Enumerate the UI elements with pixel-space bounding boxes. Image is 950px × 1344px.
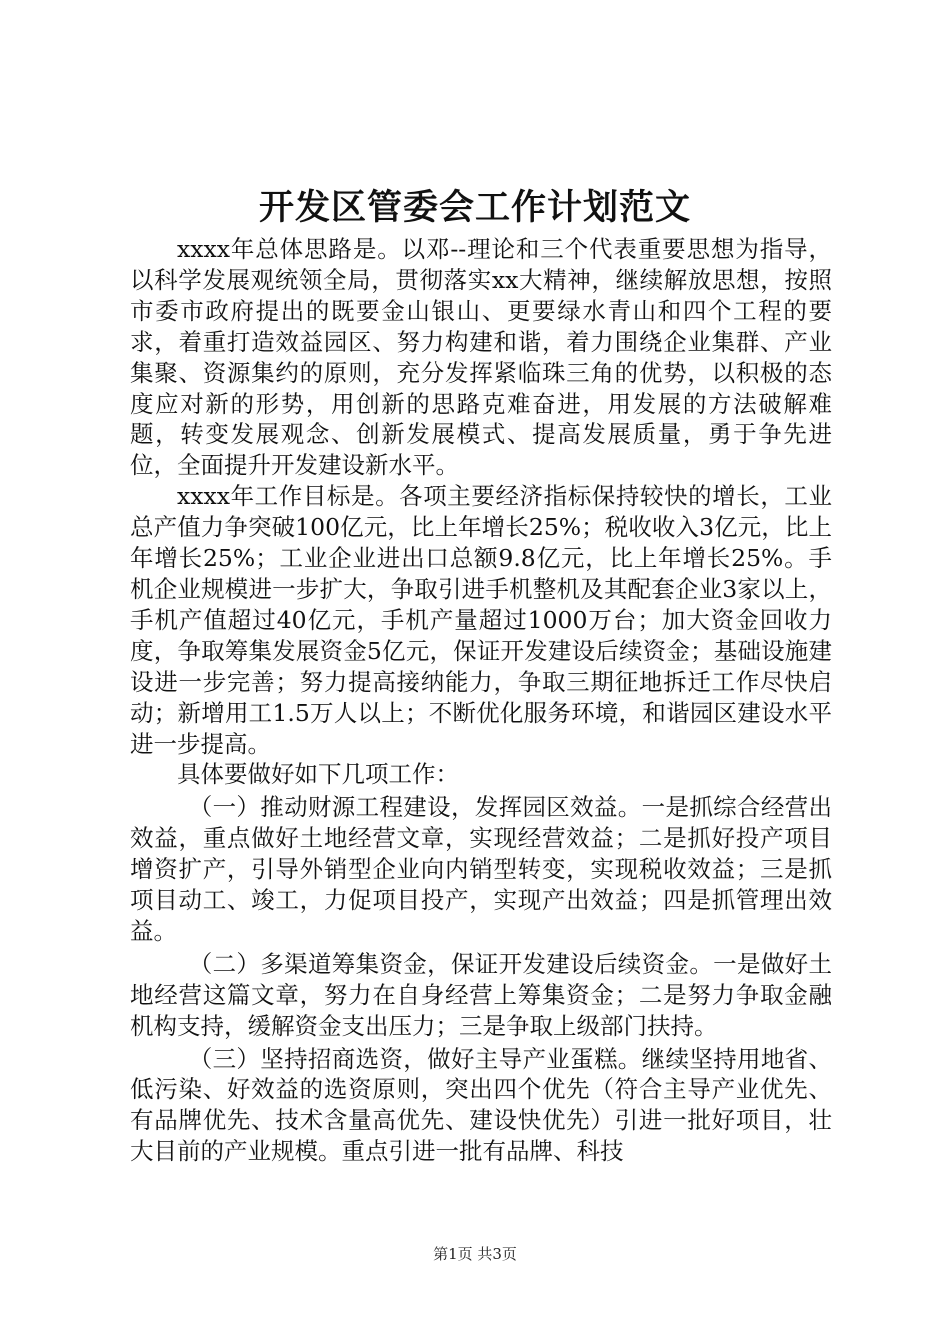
paragraph-work-goals: xxxx年工作目标是。各项主要经济指标保持较快的增长，工业总产值力争突破100亿元，比上年增长25%；税收收入3亿元，比上年增长25%；工业企业进出口总额9.8亿元，比上年增长25%。手机企业规模进一步扩大，争取引进手机整机及其配套企业3家以上，手机产值超过40亿元，手机产量超过1000万台；加大资金回收力度，争取筹集发展资金5亿元，保证开发建设后续资金；基础设施建设进一步完善；努力提高接纳能力，争取三期征地拆迁工作尽快启动；新增用工1.5万人以上；不断优化服务环境，和谐园区建设水平进一步提高。: [130, 482, 832, 758]
paragraph-item-1: （一）推动财源工程建设，发挥园区效益。一是抓综合经营出效益，重点做好土地经营文章，实现经营效益；二是抓好投产项目增资扩产，引导外销型企业向内销型转变，实现税收效益；三是抓项目动工、竣工，力促项目投产，实现产出效益；四是抓管理出效益。: [130, 793, 832, 945]
document-title: 开发区管委会工作计划范文: [258, 187, 691, 228]
document-body: [130, 234, 832, 1167]
paragraph-tasks-intro: 具体要做好如下几项工作：: [177, 760, 459, 789]
paragraph-overall-approach: xxxx年总体思路是。以邓--理论和三个代表重要思想为指导，以科学发展观统领全局，贯彻落实xx大精神，继续解放思想，按照市委市政府提出的既要金山银山、更要绿水青山和四个工程的要求，着重打造效益园区、努力构建和谐，着力围绕企业集群、产业集聚、资源集约的原则，充分发挥紧临珠三角的优势，以积极的态度应对新的形势，用创新的思路克难奋进，用发展的方法破解难题，转变发展观念、创新发展模式、提高发展质量，勇于争先进位，全面提升开发建设新水平。: [130, 235, 832, 480]
page-number-footer: 第1页 共3页: [433, 1245, 517, 1263]
paragraph-item-2: （二）多渠道筹集资金，保证开发建设后续资金。一是做好土地经营这篇文章，努力在自身经营上筹集资金；二是努力争取金融机构支持，缓解资金支出压力；三是争取上级部门扶持。: [130, 949, 832, 1040]
paragraph-item-3: （三）坚持招商选资，做好主导产业蛋糕。继续坚持用地省、低污染、好效益的选资原则，突出四个优先（符合主导产业优先、有品牌优先、技术含量高优先、建设快优先）引进一批好项目，壮大目前的产业规模。重点引进一批有品牌、科技: [130, 1044, 832, 1166]
